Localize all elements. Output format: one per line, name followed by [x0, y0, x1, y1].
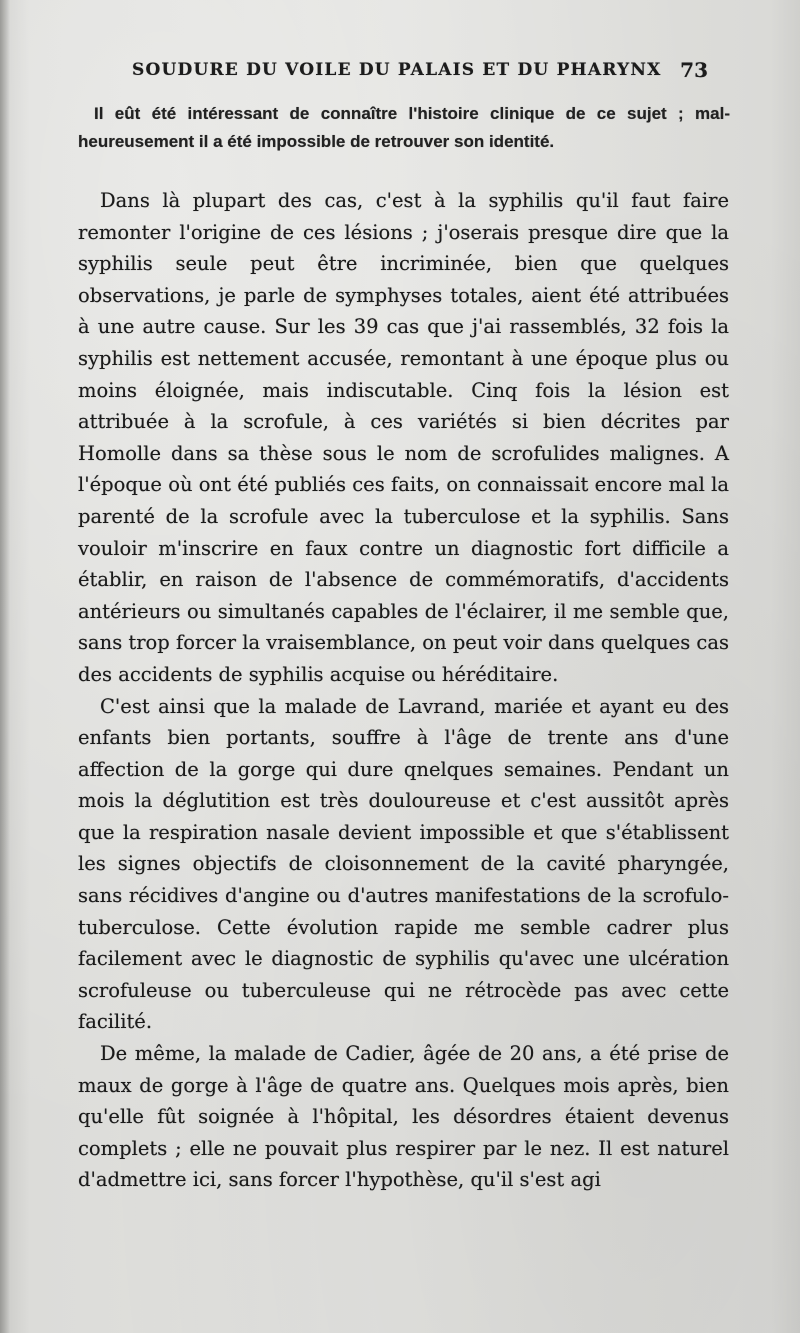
body-text	[78, 185, 729, 1196]
page-header	[132, 58, 708, 88]
footnote-continuation	[78, 100, 730, 156]
note-line-1: Il eût été intéressant de connaître l'histoire clinique de ce sujet ; mal-	[94, 104, 730, 123]
page-number: 73	[680, 58, 708, 82]
note-line-2: heureusement il a été impossible de retrouver son identité.	[78, 132, 555, 151]
paragraph-3: De même, la malade de Cadier, âgée de 20 ans, a été prise de maux de gorge à l'âge de quatre ans. Quelques mois après, bien qu'elle fût soignée à l'hôpital, les désordres étaient devenus complets ; elle ne pouvait plus respirer par le nez. Il est naturel d'admettre ici, sans forcer l'hypothèse, qu'il s'est agi	[78, 1042, 729, 1192]
paragraph-2: C'est ainsi que la malade de Lavrand, mariée et ayant eu des enfants bien portants, souffre à l'âge de trente ans d'une affection de la gorge qui dure qnelques semaines. Pendant un mois la déglutition est très douloureuse et c'est aussitôt après que la respiration nasale devient impossible et que s'établissent les signes objectifs de cloisonnement de la cavité pharyngée, sans récidives d'angine ou d'autres manifestations de la scrofulo-tuberculose. Cette évolution rapide me semble cadrer plus facilement avec le diagnostic de syphilis qu'avec une ulcération scrofuleuse ou tuberculeuse qui ne rétrocède pas avec cette facilité.	[78, 694, 729, 1034]
running-head: SOUDURE DU VOILE DU PALAIS ET DU PHARYNX	[132, 60, 662, 80]
paragraph-1: Dans là plupart des cas, c'est à la syphilis qu'il faut faire remonter l'origine de ces lésions ; j'oserais presque dire que la syphilis seule peut être incriminée, bien que quelques observations, je parle de symphyses totales, aient été attribuées à une autre cause. Sur les 39 cas que j'ai rassemblés, 32 fois la syphilis est nettement accusée, remontant à une époque plus ou moins éloignée, mais indiscutable. Cinq fois la lésion est attribuée à la scrofule, à ces variétés si bien décrites par Homolle dans sa thèse sous le nom de scrofulides malignes. A l'époque où ont été publiés ces faits, on connaissait encore mal la parenté de la scrofule avec la tuberculose et la syphilis. Sans vouloir m'inscrire en faux contre un diagnostic fort difficile a établir, en raison de l'absence de commémoratifs, d'accidents antérieurs ou simultanés capables de l'éclairer, il me semble que, sans trop forcer la vraisemblance, on peut voir dans quelques cas des accidents de syphilis acquise ou héréditaire.	[78, 189, 729, 686]
page-gutter-shadow	[0, 0, 10, 1333]
